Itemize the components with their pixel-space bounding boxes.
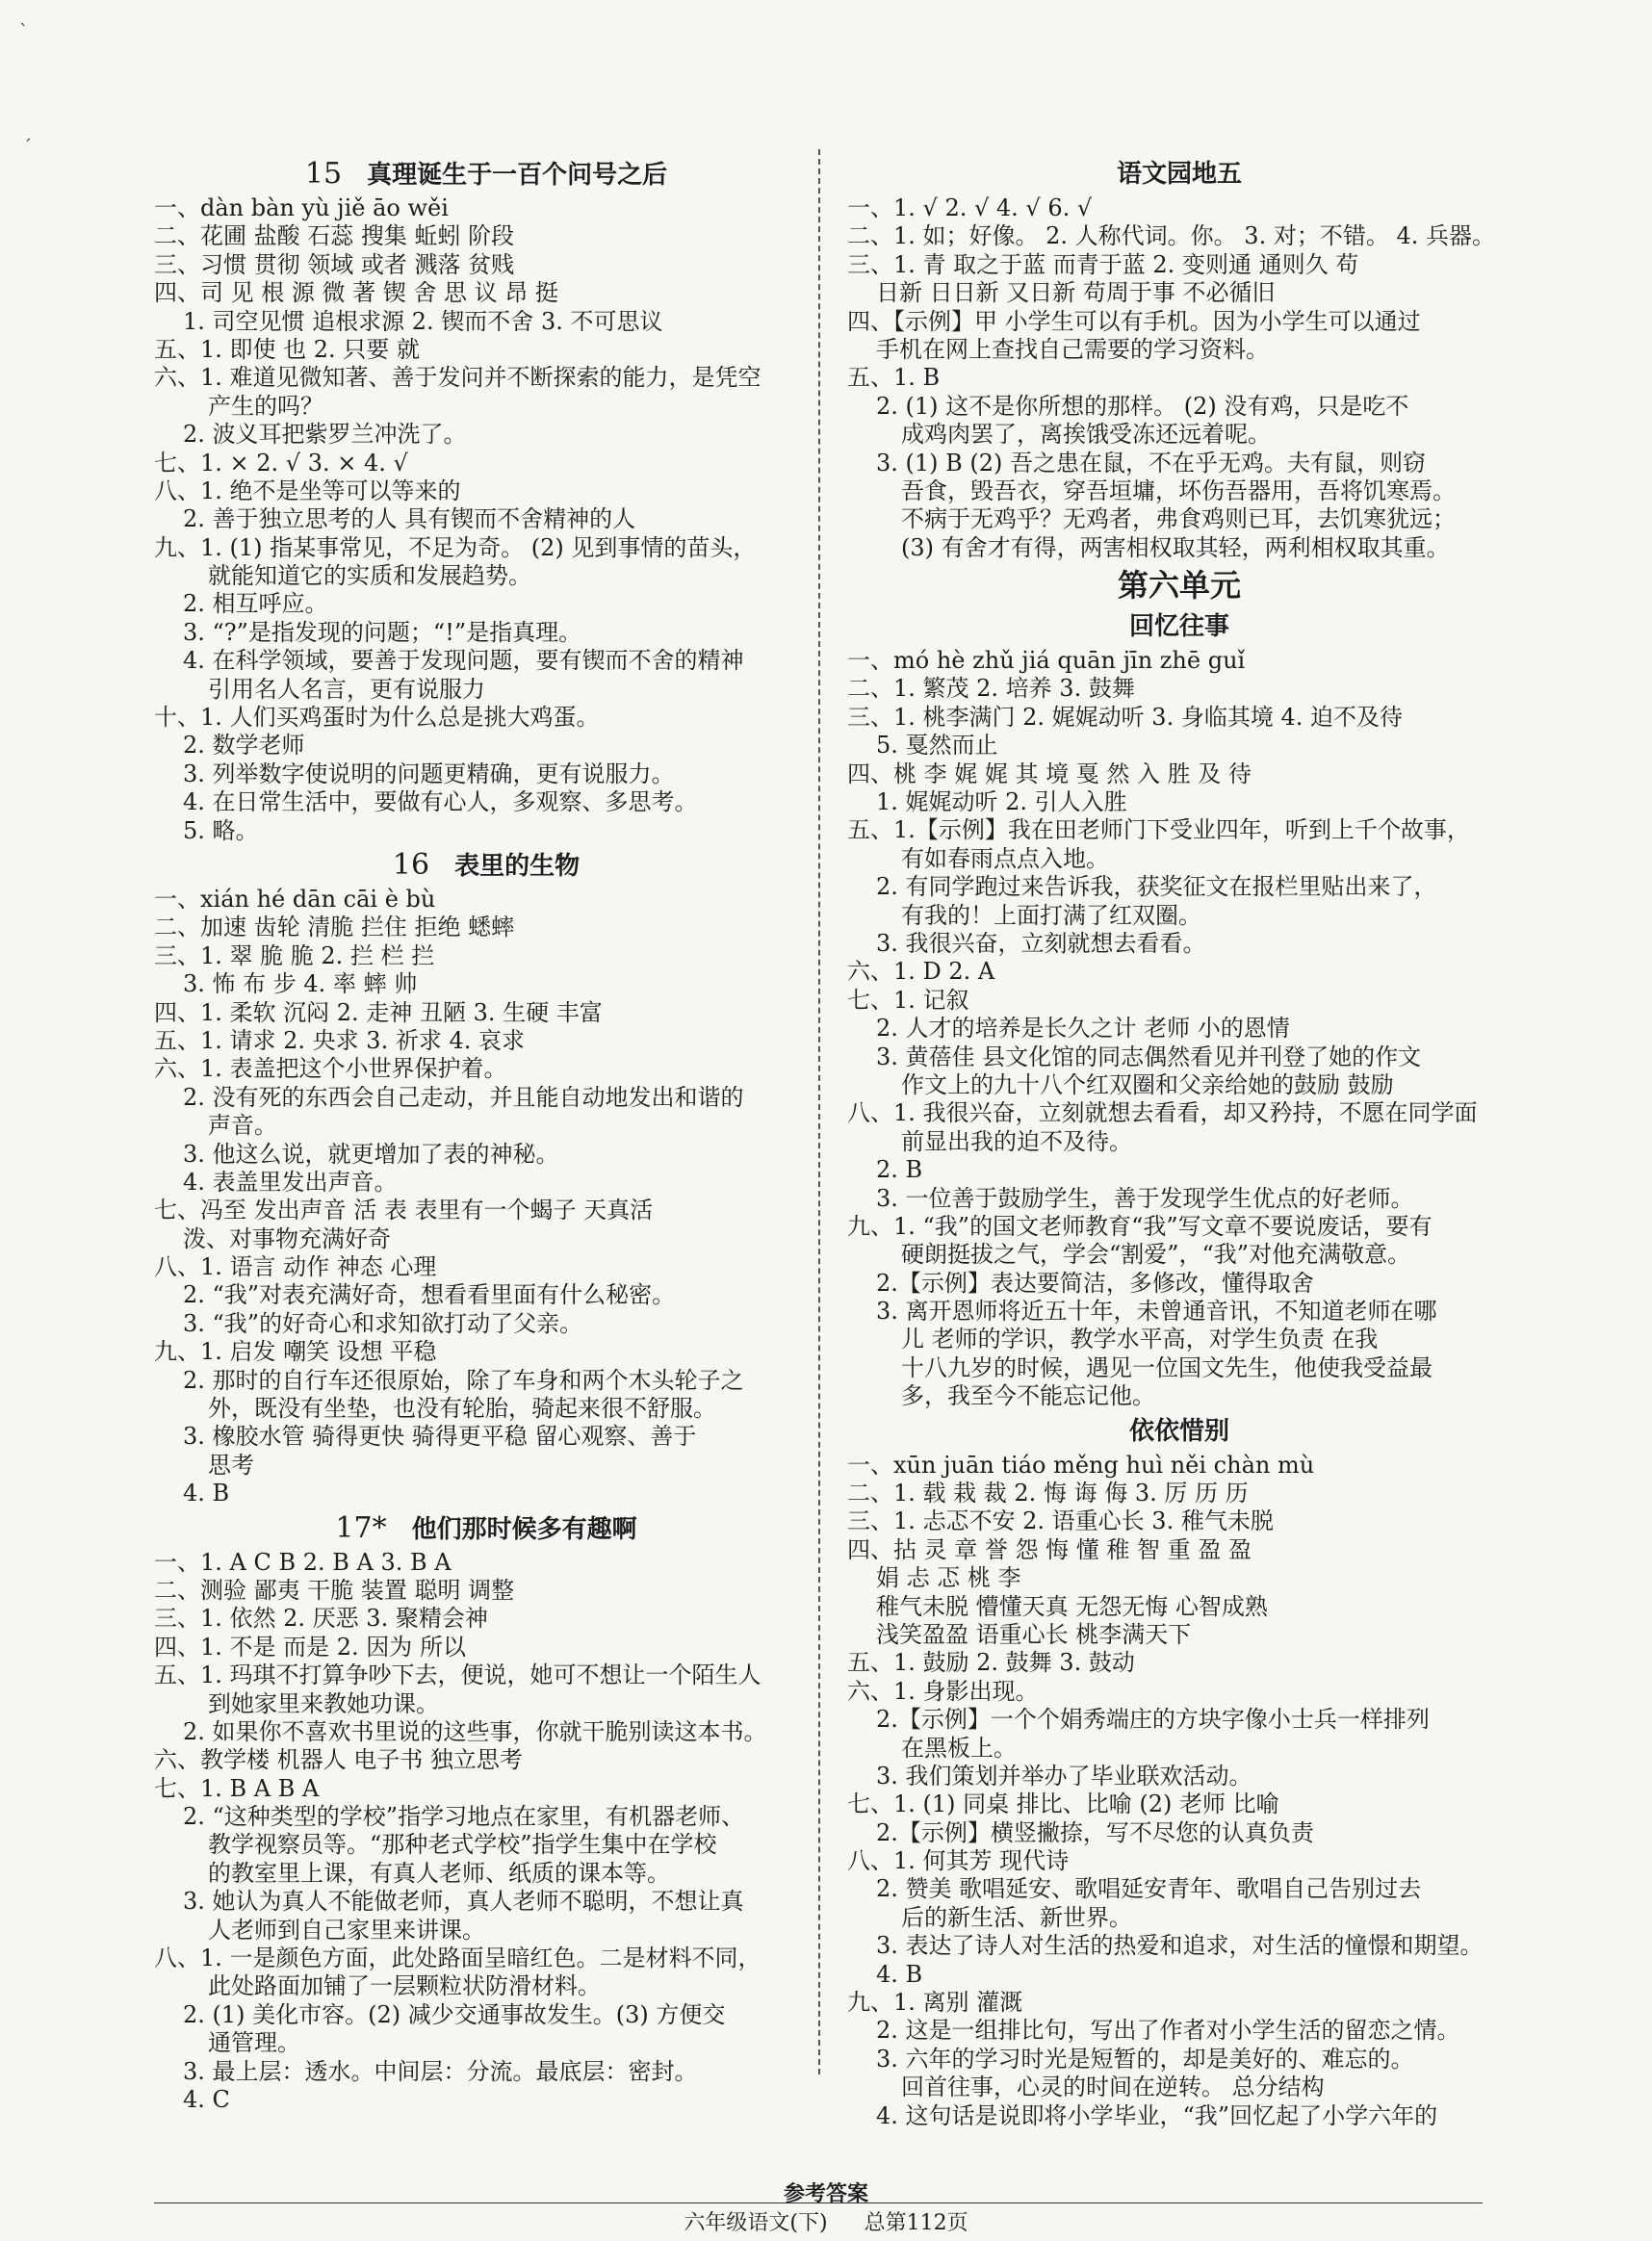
answer-line: 三、1. 桃李满门 2. 娓娓动听 3. 身临其境 4. 迫不及待 xyxy=(847,703,1403,731)
answer-line: 到她家里来教她功课。 xyxy=(208,1689,439,1717)
answer-line: 4. B xyxy=(183,1480,230,1507)
answer-line: 5. 略。 xyxy=(183,816,259,844)
answer-line: 3. 黄蓓佳 县文化馆的同志偶然看见并刊登了她的作文 xyxy=(876,1043,1422,1070)
answer-line: 3. “我”的好奇心和求知欲打动了父亲。 xyxy=(183,1309,583,1337)
answer-line: 六、1. 难道见微知著、善于发问并不断探索的能力，是凭空 xyxy=(154,364,761,392)
answer-line: 浅笑盈盈 语重心长 桃李满天下 xyxy=(876,1620,1192,1648)
section-title xyxy=(154,156,818,193)
footer-info xyxy=(0,2206,1652,2236)
answer-line: 四、拈 灵 章 誉 怨 悔 懂 稚 智 重 盈 盈 xyxy=(847,1535,1252,1563)
answer-line: 3. 列举数字使说明的问题更精确，更有说服力。 xyxy=(183,760,675,787)
answer-line: 硬朗挺拔之气，学会“割爱”，“我”对他充满敬意。 xyxy=(901,1241,1411,1269)
answer-line: 不病于无鸡乎？无鸡者，弗食鸡则已耳，去饥寒犹远； xyxy=(901,505,1456,533)
answer-line: 四、1. 柔软 沉闷 2. 走神 丑陋 3. 生硬 丰富 xyxy=(154,998,603,1026)
answer-line: 三、习惯 贯彻 领域 或者 溅落 贫贱 xyxy=(154,250,515,278)
answer-line: 泼、对事物充满好奇 xyxy=(183,1224,391,1252)
answer-line: 3. 表达了诗人对生活的热爱和追求，对生活的憧憬和期望。 xyxy=(876,1932,1484,1960)
answer-line: 多，我至今不能忘记他。 xyxy=(901,1382,1155,1410)
footer-title: 参考答案 xyxy=(783,2181,868,2206)
section-title xyxy=(847,564,1511,606)
answer-line: 一、mó hè zhǔ jiá quān jīn zhē guǐ xyxy=(847,647,1246,675)
answer-line: 四、1. 不是 而是 2. 因为 所以 xyxy=(154,1633,466,1661)
answer-line: 十八九岁的时候，遇见一位国文先生，他使我受益最 xyxy=(901,1353,1433,1381)
answer-line: 日新 日日新 又日新 苟周于事 不必循旧 xyxy=(876,279,1276,307)
answer-line: 有我的！上面打满了红双圈。 xyxy=(901,901,1201,929)
scan-speck: ˊ xyxy=(23,137,32,157)
section-title-text: 表里的生物 xyxy=(454,851,581,881)
answer-line: 六、1. 身影出现。 xyxy=(847,1677,1039,1705)
answer-line: 手机在网上查找自己需要的学习资料。 xyxy=(876,335,1269,363)
answer-line: 十、1. 人们买鸡蛋时为什么总是挑大鸡蛋。 xyxy=(154,704,600,732)
footer-page-number: 总第112页 xyxy=(864,2211,968,2235)
answer-line: 后的新生活、新世界。 xyxy=(901,1903,1132,1931)
answer-line: 五、1. 玛琪不打算争吵下去，便说，她可不想让一个陌生人 xyxy=(154,1661,761,1689)
answer-line: 三、1. 依然 2. 厌恶 3. 聚精会神 xyxy=(154,1605,488,1633)
answer-line: 5. 戛然而止 xyxy=(876,732,998,760)
answer-line: 二、1. 繁茂 2. 培养 3. 鼓舞 xyxy=(847,675,1135,703)
answer-line: 2. “我”对表充满好奇，想看看里面有什么秘密。 xyxy=(183,1281,676,1309)
answer-line: 七、1. 记叙 xyxy=(847,986,969,1014)
answer-line: 4. 在日常生活中，要做有心人，多观察、多思考。 xyxy=(183,788,698,816)
answer-line: 2. (1) 这不是你所想的那样。 (2) 没有鸡，只是吃不 xyxy=(876,392,1409,420)
answer-line: 2. 有同学跑过来告诉我，获奖征文在报栏里贴出来了， xyxy=(876,873,1437,901)
answer-line: 九、1. (1) 指某事常见，不足为奇。 (2) 见到事情的苗头， xyxy=(154,533,757,561)
answer-line: 2. 那时的自行车还很原始，除了车身和两个木头轮子之 xyxy=(183,1366,744,1394)
answer-line: 二、测验 鄙夷 干脆 装置 聪明 调整 xyxy=(154,1576,515,1604)
answer-line: 九、1. “我”的国文老师教育“我”写文章不要说废话，要有 xyxy=(847,1212,1433,1240)
answer-line: 2. B xyxy=(876,1156,923,1184)
answer-line: 一、1. √ 2. √ 4. √ 6. √ xyxy=(847,194,1093,221)
answer-line: 4. 这句话是说即将小学毕业，“我”回忆起了小学六年的 xyxy=(876,2101,1438,2129)
answer-line: 就能知道它的实质和发展趋势。 xyxy=(208,562,531,590)
section-title xyxy=(847,1413,1511,1450)
footer-grade: 六年级语文(下) xyxy=(684,2211,828,2235)
answer-line: 八、1. 语言 动作 神态 心理 xyxy=(154,1253,437,1281)
answer-line: 八、1. 何其芳 现代诗 xyxy=(847,1847,1070,1875)
right-column xyxy=(847,154,1511,2130)
section-title xyxy=(154,1510,818,1547)
answer-line: 八、1. 我很兴奋，立刻就想去看看，却又矜持，不愿在同学面 xyxy=(847,1099,1478,1127)
scan-speck: ˋ xyxy=(19,21,28,41)
column-divider xyxy=(818,149,820,2074)
answer-line: 有如春雨点点入地。 xyxy=(901,844,1109,872)
answer-line: 此处路面加铺了一层颗粒状防滑材料。 xyxy=(208,1972,601,2000)
answer-line: 3. (1) B (2) 吾之患在鼠，不在乎无鸡。夫有鼠，则窃 xyxy=(876,449,1427,477)
answer-line: 思考 xyxy=(208,1451,254,1479)
answer-line: 1. 司空见惯 追根求源 2. 锲而不舍 3. 不可思议 xyxy=(183,307,663,335)
answer-line: 六、1. D 2. A xyxy=(847,958,995,986)
answer-line: 3. 我很兴奋，立刻就想去看看。 xyxy=(876,929,1206,957)
section-title-text: 他们那时候多有趣啊 xyxy=(411,1514,637,1544)
section-title xyxy=(154,847,818,884)
answer-line: 娟 忐 忑 桃 李 xyxy=(876,1564,1021,1592)
answer-line: 在黑板上。 xyxy=(901,1734,1017,1762)
answer-line: 3. 他这么说，就更增加了表的神秘。 xyxy=(183,1140,559,1168)
section-title-text: 真理诞生于一百个问号之后 xyxy=(367,161,668,190)
answer-line: 3. 怖 布 步 4. 率 蟀 帅 xyxy=(183,970,418,998)
section-title-text: 第六单元 xyxy=(1117,567,1241,605)
answer-line: 八、1. 绝不是坐等可以等来的 xyxy=(154,477,461,504)
answer-line: 2. (1) 美化市容。(2) 减少交通事故发生。(3) 方便交 xyxy=(183,2000,726,2028)
answer-line: 声音。 xyxy=(208,1112,277,1140)
answer-line: 五、1. 鼓励 2. 鼓舞 3. 鼓动 xyxy=(847,1649,1135,1677)
answer-line: 四、桃 李 娓 娓 其 境 戛 然 入 胜 及 待 xyxy=(847,760,1252,787)
answer-line: 2. 善于独立思考的人 具有锲而不舍精神的人 xyxy=(183,505,636,533)
answer-line: 2. 没有死的东西会自己走动，并且能自动地发出和谐的 xyxy=(183,1083,744,1111)
section-number: 17* xyxy=(335,1510,387,1545)
answer-line: 四、【示例】甲 小学生可以有手机。因为小学生可以通过 xyxy=(847,307,1421,335)
answer-line: 九、1. 离别 灌溉 xyxy=(847,1989,1023,2017)
section-title-text: 语文园地五 xyxy=(1116,160,1242,189)
answer-line: 五、1.【示例】我在田老师门下受业四年，听到上千个故事， xyxy=(847,816,1470,844)
answer-line: 六、教学楼 机器人 电子书 独立思考 xyxy=(154,1746,523,1774)
answer-line: 七、冯至 发出声音 活 表 表里有一个蝎子 天真活 xyxy=(154,1197,654,1224)
answer-line: 三、1. 翠 脆 脆 2. 拦 栏 拦 xyxy=(154,941,435,969)
answer-line: 作文上的九十八个红双圈和父亲给她的鼓励 鼓励 xyxy=(901,1070,1394,1098)
answer-line: 七、1. B A B A xyxy=(154,1774,320,1802)
section-number: 15 xyxy=(304,157,343,191)
answer-line: 稚气未脱 懵懂天真 无怨无悔 心智成熟 xyxy=(876,1592,1268,1620)
answer-line: 五、1. 即使 也 2. 只要 就 xyxy=(154,335,420,363)
answer-line: 2. 波义耳把紫罗兰冲洗了。 xyxy=(183,421,467,449)
answer-line: 儿 老师的学识，教学水平高，对学生负责 在我 xyxy=(901,1326,1379,1353)
answer-line: 2.【示例】一个个娟秀端庄的方块字像小士兵一样排列 xyxy=(876,1706,1430,1734)
footer-rule xyxy=(154,2202,1483,2203)
answer-line: 3. 我们策划并举办了毕业联欢活动。 xyxy=(876,1762,1252,1790)
answer-line: 4. B xyxy=(876,1960,923,1988)
answer-line: 一、xián hé dān cāi è bù xyxy=(154,885,436,913)
answer-line: 1. 娓娓动听 2. 引人入胜 xyxy=(876,788,1127,816)
answer-line: 2. 这是一组排比句，写出了作者对小学生活的留恋之情。 xyxy=(876,2017,1460,2045)
answer-line: 3. 六年的学习时光是短暂的，却是美好的、难忘的。 xyxy=(876,2045,1414,2073)
section-title-text: 依依惜别 xyxy=(1128,1416,1229,1446)
answer-line: 4. 表盖里发出声音。 xyxy=(183,1168,398,1196)
answer-line: 成鸡肉罢了，离挨饿受冻还远着呢。 xyxy=(901,421,1271,449)
answer-line: 3. 她认为真人不能做老师，真人老师不聪明，不想让真 xyxy=(183,1888,744,1916)
answer-line: 的教室里上课，有真人老师、纸质的课本等。 xyxy=(208,1859,670,1887)
section-number: 16 xyxy=(392,847,430,882)
answer-line: 4. 在科学领域，要善于发现问题，要有锲而不舍的精神 xyxy=(183,647,744,675)
answer-line: 一、xūn juān tiáo měng huì něi chàn mù xyxy=(847,1451,1315,1479)
answer-line: 吾食，毁吾衣，穿吾垣墉，坏伤吾器用，吾将饥寒焉。 xyxy=(901,477,1456,504)
answer-line: 一、dàn bàn yù jiě āo wěi xyxy=(154,194,449,221)
answer-line: 一、1. A C B 2. B A 3. B A xyxy=(154,1548,452,1576)
answer-line: 3. 一位善于鼓励学生，善于发现学生优点的好老师。 xyxy=(876,1184,1414,1212)
answer-line: 3. 橡胶水管 骑得更快 骑得更平稳 留心观察、善于 xyxy=(183,1423,697,1451)
answer-line: 三、1. 忐忑不安 2. 语重心长 3. 稚气未脱 xyxy=(847,1507,1274,1535)
answer-line: 2. 数学老师 xyxy=(183,732,305,760)
section-title xyxy=(847,608,1511,645)
answer-line: 二、花圃 盐酸 石蕊 搜集 蚯蚓 阶段 xyxy=(154,222,515,250)
answer-line: 前显出我的迫不及待。 xyxy=(901,1127,1132,1155)
answer-line: 人老师到自己家里来讲课。 xyxy=(208,1916,485,1944)
answer-line: (3) 有舍才有得，两害相权取其轻，两利相权取其重。 xyxy=(901,533,1450,561)
answer-line: 2.【示例】横竖撇捺，写不尽您的认真负责 xyxy=(876,1818,1314,1846)
answer-line: 七、1. (1) 同桌 排比、比喻 (2) 老师 比喻 xyxy=(847,1790,1279,1818)
answer-line: 二、1. 载 栽 裁 2. 悔 诲 侮 3. 厉 历 历 xyxy=(847,1480,1249,1507)
answer-line: 通管理。 xyxy=(208,2029,300,2057)
left-column xyxy=(154,154,818,2114)
answer-line: 二、1. 如；好像。 2. 人称代词。你。 3. 对；不错。 4. 兵器。 xyxy=(847,222,1495,250)
answer-line: 2.【示例】表达要简洁，多修改，懂得取舍 xyxy=(876,1269,1314,1297)
answer-line: 2. 人才的培养是长久之计 老师 小的恩情 xyxy=(876,1015,1290,1043)
answer-line: 产生的吗？ xyxy=(208,392,323,420)
answer-line: 3. 最上层：透水。中间层：分流。最底层：密封。 xyxy=(183,2057,698,2085)
answer-line: 五、1. 请求 2. 央求 3. 祈求 4. 哀求 xyxy=(154,1026,525,1054)
answer-line: 3. 离开恩师将近五十年，未曾通音讯，不知道老师在哪 xyxy=(876,1298,1437,1326)
answer-line: 2. “这种类型的学校”指学习地点在家里，有机器老师、 xyxy=(183,1803,745,1831)
answer-line: 八、1. 一是颜色方面，此处路面呈暗红色。二是材料不同， xyxy=(154,1945,761,1972)
section-title-text: 回忆往事 xyxy=(1128,612,1229,642)
answer-line: 六、1. 表盖把这个小世界保护着。 xyxy=(154,1055,507,1083)
answer-line: 二、加速 齿轮 清脆 拦住 拒绝 蟋蟀 xyxy=(154,914,515,941)
answer-line: 3. “?”是指发现的问题；“!”是指真理。 xyxy=(183,618,582,646)
answer-line: 4. C xyxy=(183,2086,230,2113)
answer-line: 2. 如果你不喜欢书里说的这些事，你就干脆别读这本书。 xyxy=(183,1717,767,1745)
answer-line: 外，既没有坐垫，也没有轮胎，骑起来很不舒服。 xyxy=(208,1395,716,1423)
answer-line: 九、1. 启发 嘲笑 设想 平稳 xyxy=(154,1338,437,1366)
answer-line: 引用名人名言，更有说服力 xyxy=(208,675,485,703)
answer-line: 七、1. × 2. √ 3. × 4. √ xyxy=(154,449,408,477)
answer-line: 2. 相互呼应。 xyxy=(183,590,328,618)
answer-line: 四、司 见 根 源 微 著 锲 舍 思 议 昂 挺 xyxy=(154,279,558,307)
answer-line: 2. 赞美 歌唱延安、歌唱延安青年、歌唱自己告别过去 xyxy=(876,1875,1422,1903)
answer-line: 回首往事，心灵的时间在逆转。 总分结构 xyxy=(901,2074,1325,2101)
answer-line: 三、1. 青 取之于蓝 而青于蓝 2. 变则通 通则久 苟 xyxy=(847,250,1359,278)
answer-line: 五、1. B xyxy=(847,364,941,392)
section-title xyxy=(847,156,1511,193)
answer-line: 教学视察员等。“那种老式学校”指学生集中在学校 xyxy=(208,1831,717,1859)
